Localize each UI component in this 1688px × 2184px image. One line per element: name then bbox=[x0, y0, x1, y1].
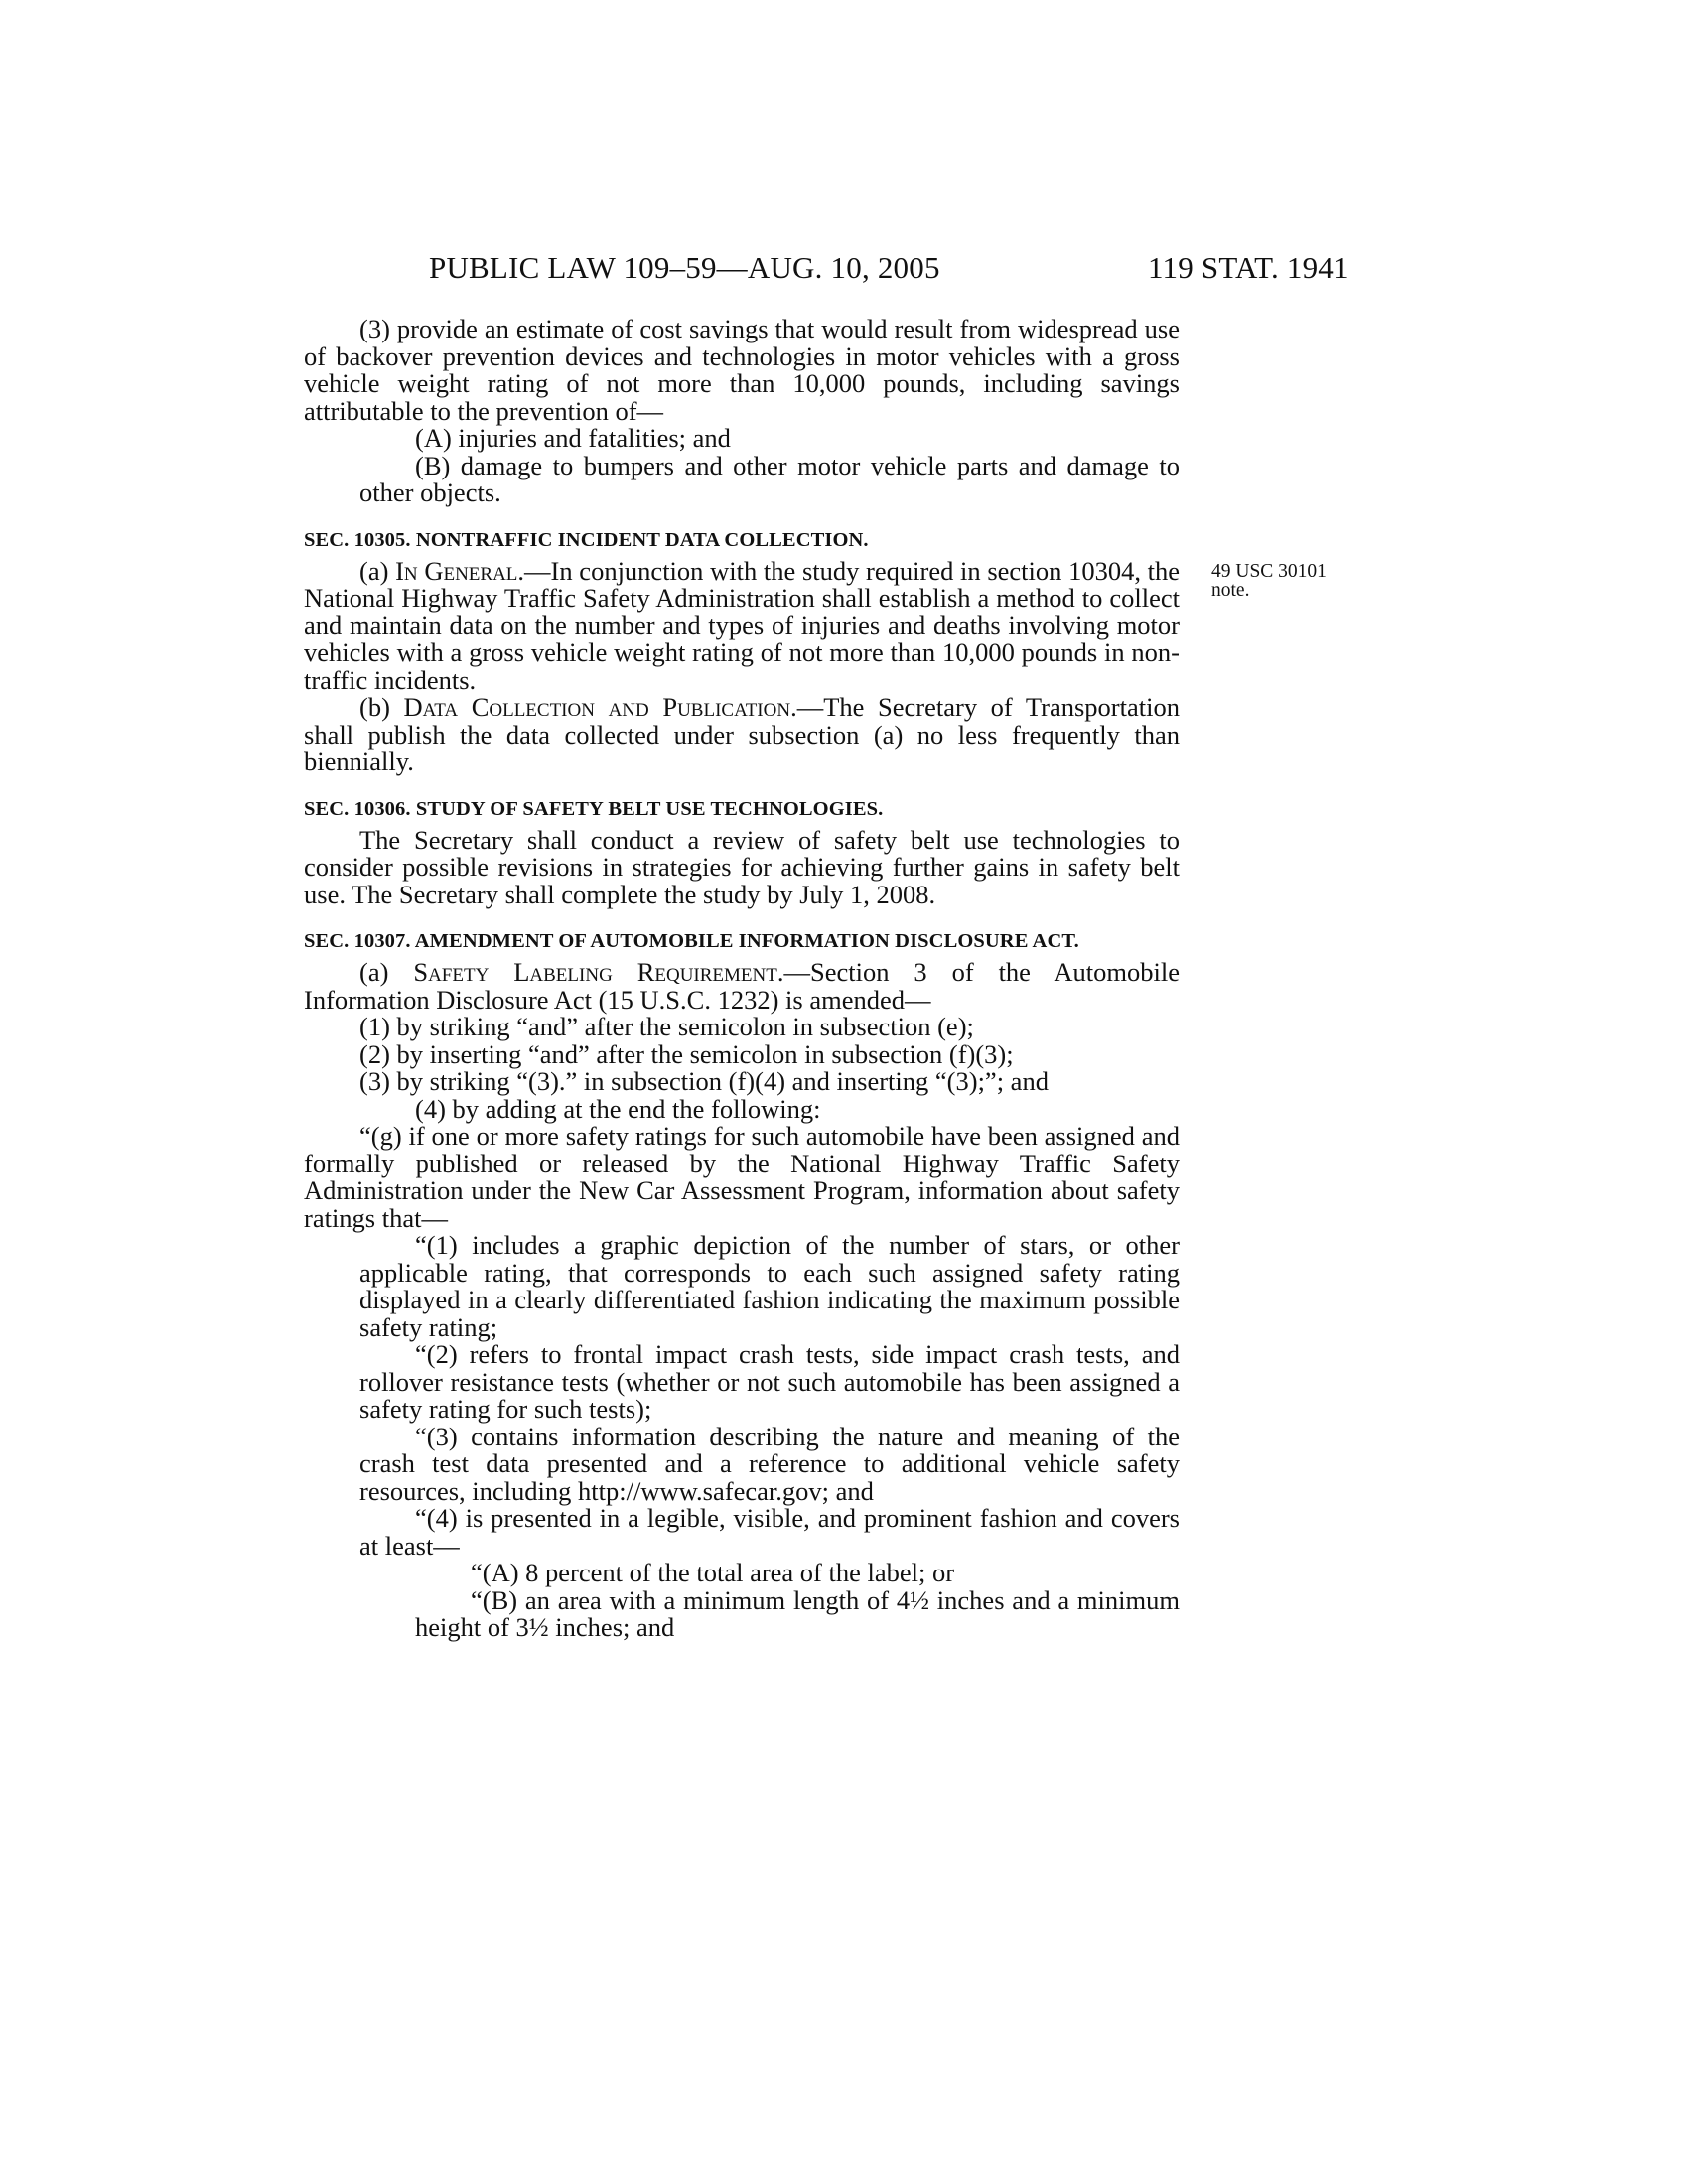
subsection-a-caption: Safety Labeling Requirement. bbox=[413, 957, 784, 987]
margin-note-citation: 49 USC 30101 bbox=[1211, 561, 1327, 582]
amendment-item-1: (1) by striking “and” after the semicolon in subsection (e); bbox=[359, 1012, 974, 1041]
subsection-a-label: (a) bbox=[359, 957, 414, 987]
quoted-paragraph-1: “(1) includes a graphic depiction of the number of stars, or other applicable rating, that corresponds to each such assigned safety rating displayed in a clearly differentiated fashion indicating the maximum possible safety rating; bbox=[359, 1230, 1180, 1342]
amendment-item-4: (4) by adding at the end the following: bbox=[415, 1093, 821, 1124]
subsection-b-caption: Data Collection and Publication. bbox=[403, 692, 797, 722]
quoted-paragraph-2: “(2) refers to frontal impact crash tests, side impact crash tests, and rollover resistance tests (whether or not such automobile has been assigned a safety rating for such tests); bbox=[359, 1339, 1180, 1424]
section-10306-text: The Secretary shall conduct a review of safety belt use technologies to consider possible revisions in strategies for achieving further gains in safety belt use. The Secretary shall complete the study by July 1, 2008. bbox=[304, 824, 1180, 909]
quoted-subsection-g: “(g) if one or more safety ratings for such automobile have been assigned and formally published or released by the National Highway Traffic Safety Administration under the New Car Assessment Program, information about safety ratings that— bbox=[304, 1121, 1180, 1233]
page-citation: 119 STAT. 1941 bbox=[1148, 250, 1349, 285]
quoted-subparagraph-a: “(A) 8 percent of the total area of the label; or bbox=[471, 1558, 955, 1587]
subsection-b-label: (b) bbox=[359, 692, 404, 722]
paragraph-3: (3) provide an estimate of cost savings that would result from widespread use of backover prevention devices and technologies in motor vehicles with a gross vehicle weight rating of not more than 10,000 pounds, including savings attributable to the prevention of— bbox=[304, 314, 1180, 426]
subsection-a-text: —In conjunction with the study required in section 10304, the National Highway Traffic Safety Administration shall establish a method to collect and maintain data on the number and types of injuries and deaths involving motor vehicles with a gross vehicle weight rating of not more than 10,000 pounds in non-traffic incidents. bbox=[304, 555, 1181, 695]
quoted-paragraph-3: “(3) contains information describing the nature and meaning of the crash test data presented and a reference to additional vehicle safety resources, including http://www.safecar.gov; and bbox=[359, 1421, 1180, 1506]
section-10306-heading: SEC. 10306. STUDY OF SAFETY BELT USE TECHNOLOGIES. bbox=[304, 797, 884, 820]
section-10307-a bbox=[304, 959, 1180, 1014]
section-10305-a bbox=[304, 555, 1181, 695]
section-10305-b bbox=[304, 694, 1180, 776]
margin-note-suffix: note. bbox=[1211, 580, 1250, 601]
amendment-item-3: (3) by striking “(3).” in subsection (f)(4) and inserting “(3);”; and bbox=[359, 1066, 1049, 1096]
quoted-paragraph-4: “(4) is presented in a legible, visible, and prominent fashion and covers at least— bbox=[359, 1503, 1180, 1561]
section-10307-heading: SEC. 10307. AMENDMENT OF AUTOMOBILE INFORMATION DISCLOSURE ACT. bbox=[304, 930, 1079, 952]
section-10305-heading: SEC. 10305. NONTRAFFIC INCIDENT DATA COLLECTION. bbox=[304, 528, 869, 551]
body-column bbox=[304, 316, 1180, 1642]
subsection-a-label: (a) bbox=[359, 555, 396, 586]
running-head-title: PUBLIC LAW 109–59—AUG. 10, 2005 bbox=[429, 250, 940, 285]
paragraph-3-b: (B) damage to bumpers and other motor vehicle parts and damage to other objects. bbox=[359, 450, 1180, 507]
subsection-b-text: —The Secretary of Transportation shall publish the data collected under subsection (a) no less frequently than biennially. bbox=[304, 692, 1180, 776]
quoted-subparagraph-b: “(B) an area with a minimum length of 4½ inches and a minimum height of 3½ inches; and bbox=[415, 1584, 1180, 1642]
margin-note bbox=[1211, 562, 1327, 600]
subsection-a-caption: In General. bbox=[395, 555, 525, 586]
paragraph-3-a: (A) injuries and fatalities; and bbox=[415, 423, 731, 453]
amendment-item-2: (2) by inserting “and” after the semicolon in subsection (f)(3); bbox=[359, 1038, 1014, 1069]
subsection-a-text: —Section 3 of the Automobile Information Disclosure Act (15 U.S.C. 1232) is amended— bbox=[304, 957, 1181, 1015]
